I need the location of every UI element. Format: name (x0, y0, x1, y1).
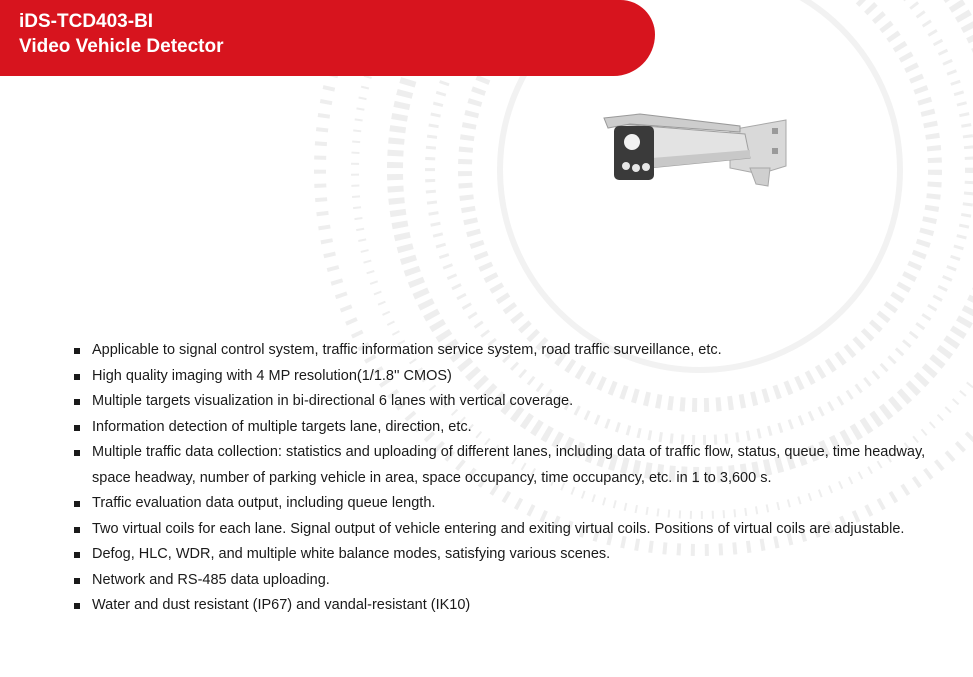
bullet-icon (74, 425, 80, 431)
feature-item (74, 364, 934, 390)
feature-item (74, 389, 934, 415)
header-band (0, 0, 655, 76)
product-subtitle: Video Vehicle Detector (19, 36, 224, 57)
feature-item (74, 338, 934, 364)
feature-text: Multiple traffic data collection: statistics and uploading of different lanes, including data of traffic flow, status, queue, time headway, space headway, number of parking vehicle in area, space occupancy, time occupancy, etc. in 1 to 3,600 s. (92, 444, 926, 486)
feature-item (74, 542, 934, 568)
product-model: iDS-TCD403-BI (19, 11, 154, 32)
feature-text: Traffic evaluation data output, including queue length. (92, 495, 436, 511)
bullet-icon (74, 399, 80, 405)
feature-item (74, 593, 934, 619)
bullet-icon (74, 603, 80, 609)
feature-text: High quality imaging with 4 MP resolution(1/1.8'' CMOS) (92, 367, 452, 384)
feature-text: Applicable to signal control system, traffic information service system, road traffic surveillance, etc. (92, 342, 722, 358)
feature-text: Two virtual coils for each lane. Signal output of vehicle entering and exiting virtual coils. Positions of virtual coils are adjustable. (92, 520, 905, 537)
feature-item (74, 568, 934, 594)
feature-text: Defog, HLC, WDR, and multiple white balance modes, satisfying various scenes. (92, 546, 611, 562)
feature-item (74, 517, 934, 543)
bullet-icon (74, 578, 80, 584)
bullet-camera-icon (600, 108, 790, 188)
bullet-icon (74, 501, 80, 507)
feature-text: Multiple targets visualization in bi-directional 6 lanes with vertical coverage. (92, 393, 574, 409)
feature-item (74, 415, 934, 441)
feature-text: Information detection of multiple targets lane, direction, etc. (92, 418, 472, 435)
bullet-icon (74, 527, 80, 533)
feature-item (74, 491, 934, 517)
bullet-icon (74, 348, 80, 354)
bullet-icon (74, 552, 80, 558)
feature-list (74, 338, 934, 619)
feature-text: Network and RS-485 data uploading. (92, 571, 330, 588)
bullet-icon (74, 450, 80, 456)
bullet-icon (74, 374, 80, 380)
feature-text: Water and dust resistant (IP67) and vandal-resistant (IK10) (92, 597, 471, 613)
feature-item (74, 440, 934, 491)
